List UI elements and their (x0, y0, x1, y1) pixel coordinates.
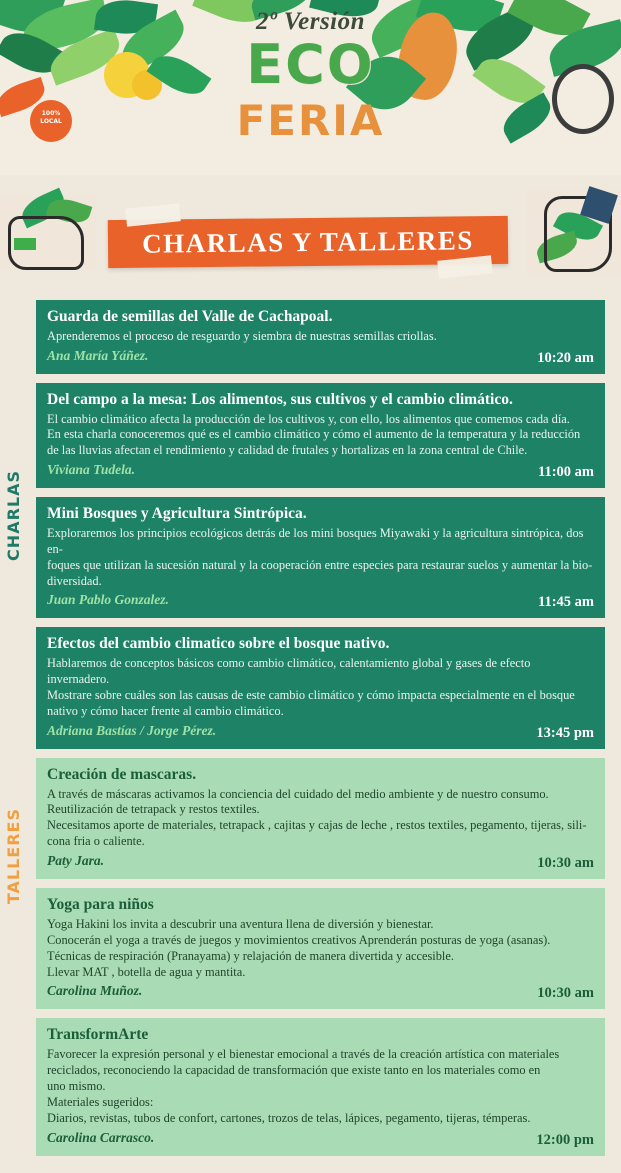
talk-body-line: foques que utilizan la sucesión natural y la cooperación entre especies para restaurar suelos y aumentar la bio- (47, 557, 593, 572)
workshop-title: Creación de mascaras. (47, 765, 197, 783)
poster-header (0, 0, 621, 300)
talk-speaker: Ana María Yáñez. (47, 347, 149, 363)
talk-time: 10:20 am (537, 349, 594, 366)
poster-eco: ECO (246, 33, 375, 96)
workshop-body-line: reciclados, reconociendo la capacidad de transformación que existe tanto en los materiales como en (47, 1063, 541, 1078)
talk-body-line: El cambio climático afecta la producción de los cultivos y, con ello, los alimentos que comemos cada día. (47, 411, 570, 426)
section-charlas (0, 300, 621, 749)
talk-title: Mini Bosques y Agricultura Sintrópica. (47, 505, 307, 523)
local-badge-label: 100% LOCAL (40, 110, 62, 125)
section-label-talleres: TALLERES (4, 807, 23, 904)
workshop-body-line: Conocerán el yoga a través de juegos y movimientos creativos Aprenderán posturas de yoga (asanas). (47, 932, 551, 947)
workshop-speaker: Paty Jara. (47, 853, 104, 869)
talk-body-line: Exploraremos los principios ecológicos detrás de los mini bosques Miyawaki y la agricultura sintrópica, dos en- (47, 525, 584, 556)
workshop-speaker: Carolina Muñoz. (47, 983, 143, 999)
talk-title: Guarda de semillas del Valle de Cachapoal. (47, 308, 333, 325)
section-talleres (0, 758, 621, 1156)
talk-title: Efectos del cambio climatico sobre el bosque nativo. (47, 635, 390, 653)
workshop-time: 12:00 pm (536, 1131, 594, 1148)
talk-time: 11:00 am (538, 464, 594, 481)
workshop-body-line: Favorecer la expresión personal y el bienestar emocional a través de la creación artística con materiales (47, 1047, 560, 1062)
workshop-body-line: Diarios, revistas, tubos de confort, cartones, trozos de telas, lápices, pegamento, tijeras, témperas. (47, 1110, 531, 1125)
schedule-content (0, 300, 621, 1173)
talk-body-line: En esta charla conoceremos qué es el cambio climático y cómo el aumento de la temperatura y la reducción (47, 427, 581, 442)
banner-label: CHARLAS Y TALLERES (142, 225, 474, 259)
workshop-body-line: Yoga Hakini los invita a descubrir una aventura llena de diversión y bienestar. (47, 916, 434, 931)
workshop-body-line: Llevar MAT , botella de agua y mantita. (47, 964, 246, 979)
workshop-card[interactable] (36, 758, 605, 879)
workshop-time: 10:30 am (537, 855, 594, 872)
workshop-body-line: Materiales sugeridos: (47, 1094, 154, 1109)
talk-time: 11:45 am (538, 594, 594, 611)
talk-body-line: nativo y cómo hacer frente al cambio climático. (47, 703, 284, 718)
workshop-body-line: Necesitamos aporte de materiales, tetrapack , cajitas y cajas de leche , restos textiles, pegamento, tijeras, sili- (47, 818, 587, 833)
talleres-cards (36, 758, 605, 1156)
workshop-title: Yoga para niños (47, 896, 154, 914)
talk-body-line: Hablaremos de conceptos básicos como cambio climático, calentamiento global y gases de efecto invernadero. (47, 656, 531, 687)
talk-body-line: Aprenderemos el proceso de resguardo y siembra de nuestras semillas criollas. (47, 328, 437, 343)
talk-speaker: Viviana Tudela. (47, 462, 136, 478)
talk-title: Del campo a la mesa: Los alimentos, sus cultivos y el cambio climático. (47, 390, 513, 408)
workshop-body-line: cona fria o caliente. (47, 834, 145, 849)
wrist-band-left (14, 238, 36, 250)
workshop-card[interactable] (36, 888, 605, 1009)
talk-card[interactable] (36, 497, 605, 618)
talk-body-line: de las lluvias afectan el rendimiento y calidad de frutales y hortalizas en la zona central de Chile. (47, 443, 528, 458)
workshop-body-line: Reutilización de tetrapack y restos textiles. (47, 802, 260, 817)
workshop-time: 10:30 am (537, 985, 594, 1002)
talk-body-line: Mostrare sobre cuáles son las causas de este cambio climático y cómo impacta especialmente en el bosque (47, 688, 575, 702)
workshop-body-line: uno mismo. (47, 1078, 106, 1093)
workshop-title: TransformArte (47, 1026, 149, 1044)
talk-body-line: diversidad. (47, 573, 102, 588)
workshop-card[interactable] (36, 1018, 605, 1155)
talk-time: 13:45 pm (536, 724, 594, 741)
talk-card[interactable] (36, 300, 605, 374)
workshop-speaker: Carolina Carrasco. (47, 1129, 155, 1145)
talk-speaker: Adriana Bastías / Jorge Pérez. (47, 722, 217, 738)
poster-title (0, 8, 621, 145)
poster-version: 2º Versión (255, 8, 366, 35)
charlas-cards (36, 300, 605, 749)
talk-card[interactable] (36, 627, 605, 748)
workshop-body-line: A través de máscaras activamos la conciencia del cuidado del medio ambiente y de nuestro consumo. (47, 786, 549, 801)
talk-card[interactable] (36, 383, 605, 488)
talk-speaker: Juan Pablo Gonzalez. (47, 592, 169, 608)
poster-feria: FERIA (236, 96, 385, 145)
workshop-body-line: Técnicas de respiración (Pranayama) y relajación de manera divertida y accesible. (47, 948, 454, 963)
section-label-charlas: CHARLAS (4, 470, 23, 561)
